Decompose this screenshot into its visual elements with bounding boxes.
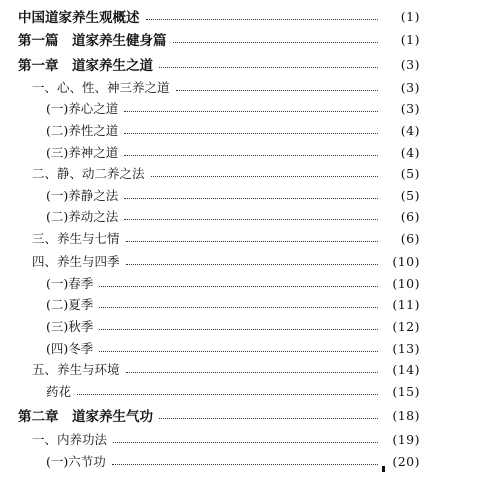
toc-entry-page: (5) bbox=[400, 187, 420, 203]
dot-leader bbox=[151, 176, 378, 177]
toc-entry bbox=[0, 228, 480, 248]
toc-entry-page: (6) bbox=[400, 208, 420, 224]
dot-leader bbox=[159, 418, 378, 419]
toc-entry-page: (10) bbox=[392, 253, 420, 269]
toc-entry bbox=[0, 142, 480, 162]
toc-entry-page: (1) bbox=[400, 8, 420, 24]
toc-entry-title: (三)秋季 bbox=[46, 319, 94, 334]
toc-entry-title: 一、心、性、神三养之道 bbox=[32, 80, 170, 95]
dot-leader bbox=[124, 155, 378, 156]
toc-entry bbox=[0, 273, 480, 293]
toc-entry-title: 第二章 道家养生气功 bbox=[18, 409, 153, 425]
toc-entry bbox=[0, 381, 480, 401]
toc-entry bbox=[0, 163, 480, 183]
toc-entry-page: (3) bbox=[400, 79, 420, 95]
dot-leader bbox=[99, 286, 378, 287]
dot-leader bbox=[126, 241, 378, 242]
toc-entry-title: (一)春季 bbox=[46, 276, 94, 291]
dot-leader bbox=[113, 442, 378, 443]
toc-entry-title: (一)养心之道 bbox=[46, 101, 119, 116]
toc-entry-page: (6) bbox=[400, 230, 420, 246]
toc-entry-title: 第一章 道家养生之道 bbox=[18, 58, 153, 74]
dot-leader bbox=[159, 67, 378, 68]
dot-leader bbox=[176, 90, 378, 91]
toc-entry bbox=[0, 405, 480, 425]
dot-leader bbox=[99, 307, 378, 308]
toc-entry-title: 二、静、动二养之法 bbox=[32, 166, 145, 181]
toc-entry-page: (5) bbox=[400, 165, 420, 181]
toc-entry-title: 三、养生与七情 bbox=[32, 231, 120, 246]
toc-entry-page: (15) bbox=[392, 383, 420, 399]
dot-leader bbox=[112, 464, 378, 465]
dot-leader bbox=[99, 351, 378, 352]
toc-entry bbox=[0, 359, 480, 379]
toc-entry-page: (20) bbox=[392, 453, 420, 469]
toc-entry-page: (3) bbox=[400, 56, 420, 72]
toc-entry-page: (10) bbox=[392, 275, 420, 291]
toc-entry-title: (一)六节功 bbox=[46, 454, 106, 469]
toc-entry-page: (3) bbox=[400, 100, 420, 116]
toc-entry-title: (三)养神之道 bbox=[46, 145, 119, 160]
dot-leader bbox=[124, 198, 378, 199]
toc-entry bbox=[0, 185, 480, 205]
toc-entry-title: 第一篇 道家养生健身篇 bbox=[18, 33, 167, 49]
toc-entry bbox=[0, 206, 480, 226]
toc-entry-title: (二)养动之法 bbox=[46, 209, 119, 224]
dot-leader bbox=[124, 111, 378, 112]
toc-entry bbox=[0, 251, 480, 271]
toc-entry bbox=[0, 120, 480, 140]
scan-mark bbox=[382, 466, 385, 472]
toc-entry-title: 中国道家养生观概述 bbox=[18, 10, 140, 26]
toc-entry-page: (1) bbox=[400, 31, 420, 47]
toc-entry-title: 四、养生与四季 bbox=[32, 254, 120, 269]
toc-entry-page: (12) bbox=[392, 318, 420, 334]
toc-entry-page: (13) bbox=[392, 340, 420, 356]
toc-entry bbox=[0, 294, 480, 314]
toc-entry-title: 一、内养功法 bbox=[32, 432, 108, 447]
toc-entry-page: (14) bbox=[392, 361, 420, 377]
toc-entry bbox=[0, 54, 480, 74]
dot-leader bbox=[126, 372, 378, 373]
toc-entry-page: (11) bbox=[392, 296, 420, 312]
toc-entry bbox=[0, 338, 480, 358]
toc-entry-title: (二)养性之道 bbox=[46, 123, 119, 138]
dot-leader bbox=[146, 19, 379, 20]
dot-leader bbox=[124, 219, 378, 220]
toc-entry-page: (4) bbox=[400, 144, 420, 160]
toc-entry-title: (四)冬季 bbox=[46, 341, 94, 356]
toc-entry bbox=[0, 98, 480, 118]
toc-entry bbox=[0, 429, 480, 449]
toc-entry-page: (4) bbox=[400, 122, 420, 138]
toc-entry-title: (二)夏季 bbox=[46, 297, 94, 312]
dot-leader bbox=[126, 264, 378, 265]
toc-entry-title: 药花 bbox=[46, 384, 72, 399]
dot-leader bbox=[99, 329, 378, 330]
toc-entry bbox=[0, 451, 480, 471]
dot-leader bbox=[124, 133, 378, 134]
toc-entry-page: (19) bbox=[392, 431, 420, 447]
toc-entry bbox=[0, 6, 480, 26]
toc-entry bbox=[0, 77, 480, 97]
toc-entry-title: (一)养静之法 bbox=[46, 188, 119, 203]
toc-entry bbox=[0, 29, 480, 49]
toc-entry bbox=[0, 316, 480, 336]
toc-entry-title: 五、养生与环境 bbox=[32, 362, 120, 377]
toc-entry-page: (18) bbox=[392, 407, 420, 423]
dot-leader bbox=[173, 42, 379, 43]
dot-leader bbox=[77, 394, 378, 395]
